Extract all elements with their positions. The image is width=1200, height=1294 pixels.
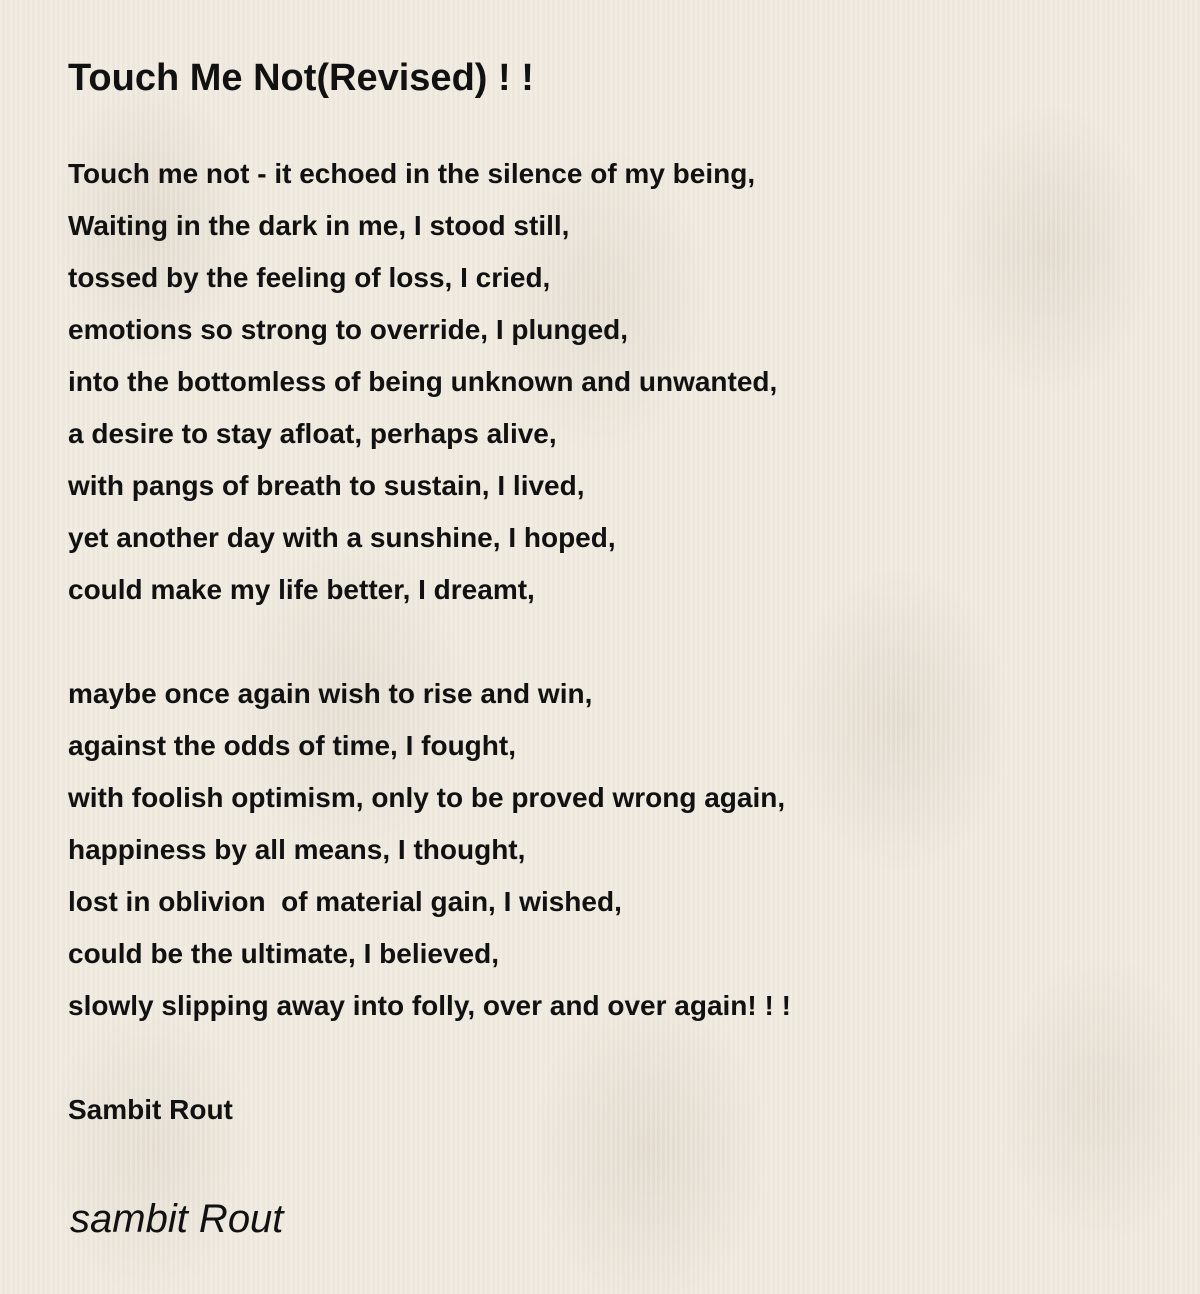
- poem-line: could be the ultimate, I believed,: [68, 938, 499, 969]
- poem-line: into the bottomless of being unknown and unwanted,: [68, 366, 778, 397]
- poem-line: against the odds of time, I fought,: [68, 730, 516, 761]
- poem-line: lost in oblivion of material gain, I wished,: [68, 886, 622, 917]
- poem-body: [68, 148, 1168, 1136]
- poem-title: Touch Me Not(Revised) ! !: [68, 57, 534, 99]
- poem-line: could make my life better, I dreamt,: [68, 574, 535, 605]
- author-byline: Sambit Rout: [68, 1094, 233, 1125]
- poem-line: slowly slipping away into folly, over and over again! ! !: [68, 990, 791, 1021]
- poem-line: tossed by the feeling of loss, I cried,: [68, 262, 551, 293]
- poem-line: a desire to stay afloat, perhaps alive,: [68, 418, 557, 449]
- poem-line: Touch me not - it echoed in the silence of my being,: [68, 158, 756, 189]
- poem-line: maybe once again wish to rise and win,: [68, 678, 593, 709]
- poem-line: yet another day with a sunshine, I hoped,: [68, 522, 616, 553]
- stanza-break: [68, 616, 1168, 668]
- poem-line: emotions so strong to override, I plunged,: [68, 314, 629, 345]
- poem-line: with pangs of breath to sustain, I lived,: [68, 470, 585, 501]
- poem-line: Waiting in the dark in me, I stood still,: [68, 210, 570, 241]
- author-signature: sambit Rout: [70, 1197, 284, 1241]
- stanza-break: [68, 1032, 1168, 1084]
- poem-line: happiness by all means, I thought,: [68, 834, 526, 865]
- poem-container: [68, 52, 1168, 1136]
- poem-line: with foolish optimism, only to be proved wrong again,: [68, 782, 786, 813]
